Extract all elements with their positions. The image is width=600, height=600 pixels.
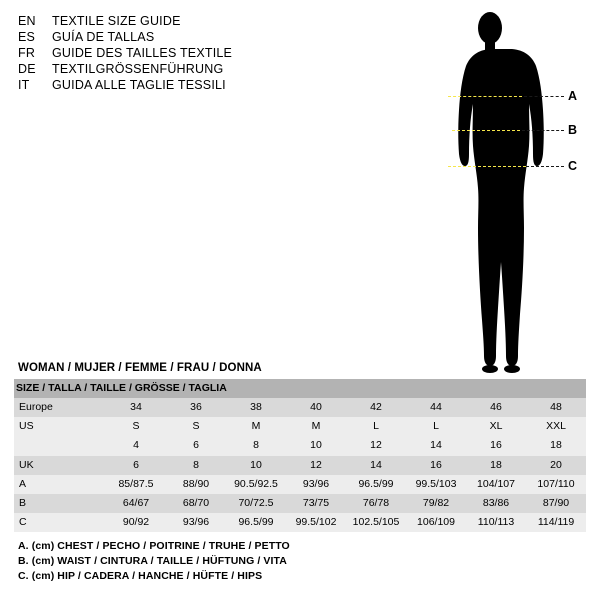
row-label: B bbox=[14, 494, 106, 513]
row-label: A bbox=[14, 475, 106, 494]
table-cell: 102.5/105 bbox=[346, 513, 406, 532]
table-cell: 73/75 bbox=[286, 494, 346, 513]
table-cell: 36 bbox=[166, 398, 226, 417]
legend-item-b: B. (cm) WAIST / CINTURA / TAILLE / HÜFTUNG / VITA bbox=[18, 555, 287, 567]
title-lang: DE bbox=[18, 62, 36, 76]
measure-label-a: A bbox=[568, 89, 578, 103]
gender-header: WOMAN / MUJER / FEMME / FRAU / DONNA bbox=[18, 362, 262, 374]
table-cell: 70/72.5 bbox=[226, 494, 286, 513]
table-cell: 64/67 bbox=[106, 494, 166, 513]
title-row bbox=[18, 62, 318, 76]
table-cell: 38 bbox=[226, 398, 286, 417]
row-label: US bbox=[14, 417, 106, 436]
table-cell: 10 bbox=[286, 436, 346, 455]
table-cell: 99.5/103 bbox=[406, 475, 466, 494]
table-cell: 93/96 bbox=[286, 475, 346, 494]
title-text: TEXTILGRÖSSENFÜHRUNG bbox=[52, 62, 224, 76]
table-cell: 87/90 bbox=[526, 494, 586, 513]
table-cell: 44 bbox=[406, 398, 466, 417]
table-cell: 16 bbox=[406, 456, 466, 475]
legend-item-a: A. (cm) CHEST / PECHO / POITRINE / TRUHE / PETTO bbox=[18, 540, 290, 552]
female-body-silhouette bbox=[420, 8, 590, 378]
table-cell: L bbox=[406, 417, 466, 436]
table-cell: 79/82 bbox=[406, 494, 466, 513]
table-cell: 88/90 bbox=[166, 475, 226, 494]
silhouette-svg bbox=[420, 8, 590, 378]
size-table-wrap bbox=[14, 358, 586, 532]
table-row bbox=[14, 436, 586, 455]
measure-label-b: B bbox=[568, 123, 578, 137]
row-label: C bbox=[14, 513, 106, 532]
title-lang: ES bbox=[18, 30, 36, 44]
table-cell: 90/92 bbox=[106, 513, 166, 532]
table-cell: 93/96 bbox=[166, 513, 226, 532]
row-label bbox=[14, 436, 106, 455]
table-cell: 114/119 bbox=[526, 513, 586, 532]
table-cell: M bbox=[286, 417, 346, 436]
waist-measure-line bbox=[452, 130, 520, 131]
title-text: GUÍA DE TALLAS bbox=[52, 30, 155, 44]
table-cell: 18 bbox=[466, 456, 526, 475]
table-cell: 12 bbox=[286, 456, 346, 475]
chest-measure-line bbox=[448, 96, 522, 97]
table-row bbox=[14, 513, 586, 532]
table-row bbox=[14, 456, 586, 475]
table-cell: 83/86 bbox=[466, 494, 526, 513]
size-header-cell: SIZE / TALLA / TAILLE / GRÖSSE / TAGLIA bbox=[14, 379, 586, 398]
table-cell: M bbox=[226, 417, 286, 436]
table-cell: 34 bbox=[106, 398, 166, 417]
table-cell: 20 bbox=[526, 456, 586, 475]
table-cell: 48 bbox=[526, 398, 586, 417]
table-cell: 96.5/99 bbox=[226, 513, 286, 532]
title-text: GUIDE DES TAILLES TEXTILE bbox=[52, 46, 233, 60]
table-cell: L bbox=[346, 417, 406, 436]
table-cell: 6 bbox=[106, 456, 166, 475]
table-cell: 6 bbox=[166, 436, 226, 455]
table-cell: 42 bbox=[346, 398, 406, 417]
table-cell: 14 bbox=[346, 456, 406, 475]
hip-measure-line bbox=[448, 166, 526, 167]
table-cell: S bbox=[166, 417, 226, 436]
table-subheader-row bbox=[14, 379, 586, 398]
table-cell: 76/78 bbox=[346, 494, 406, 513]
table-row bbox=[14, 475, 586, 494]
table-cell: 106/109 bbox=[406, 513, 466, 532]
title-text: GUIDA ALLE TAGLIE TESSILI bbox=[52, 78, 226, 92]
table-cell: 107/110 bbox=[526, 475, 586, 494]
table-cell: XL bbox=[466, 417, 526, 436]
title-row bbox=[18, 78, 318, 92]
waist-leader-line bbox=[522, 130, 564, 131]
title-lang: IT bbox=[18, 78, 30, 92]
table-cell: 85/87.5 bbox=[106, 475, 166, 494]
title-lang: EN bbox=[18, 14, 36, 28]
chest-leader-line bbox=[524, 96, 564, 97]
table-cell: 14 bbox=[406, 436, 466, 455]
row-label: Europe bbox=[14, 398, 106, 417]
table-cell: XXL bbox=[526, 417, 586, 436]
table-cell: 99.5/102 bbox=[286, 513, 346, 532]
measurement-legend bbox=[18, 540, 578, 585]
title-text: TEXTILE SIZE GUIDE bbox=[52, 14, 181, 28]
legend-item-c: C. (cm) HIP / CADERA / HANCHE / HÜFTE / HIPS bbox=[18, 570, 263, 582]
table-cell: 96.5/99 bbox=[346, 475, 406, 494]
table-cell: 110/113 bbox=[466, 513, 526, 532]
row-label: UK bbox=[14, 456, 106, 475]
table-cell: 8 bbox=[166, 456, 226, 475]
title-lang: FR bbox=[18, 46, 36, 60]
table-cell: 46 bbox=[466, 398, 526, 417]
table-cell: 68/70 bbox=[166, 494, 226, 513]
hip-leader-line bbox=[526, 166, 564, 167]
title-block bbox=[18, 14, 318, 94]
measure-label-c: C bbox=[568, 159, 578, 173]
table-cell: 104/107 bbox=[466, 475, 526, 494]
table-cell: 16 bbox=[466, 436, 526, 455]
table-cell: 90.5/92.5 bbox=[226, 475, 286, 494]
table-cell: 10 bbox=[226, 456, 286, 475]
table-row bbox=[14, 417, 586, 436]
table-cell: 40 bbox=[286, 398, 346, 417]
table-cell: S bbox=[106, 417, 166, 436]
title-row bbox=[18, 14, 318, 28]
title-row bbox=[18, 46, 318, 60]
title-row bbox=[18, 30, 318, 44]
table-row bbox=[14, 494, 586, 513]
table-cell: 4 bbox=[106, 436, 166, 455]
table-cell: 8 bbox=[226, 436, 286, 455]
table-cell: 12 bbox=[346, 436, 406, 455]
size-table bbox=[14, 379, 586, 532]
table-cell: 18 bbox=[526, 436, 586, 455]
table-row bbox=[14, 398, 586, 417]
